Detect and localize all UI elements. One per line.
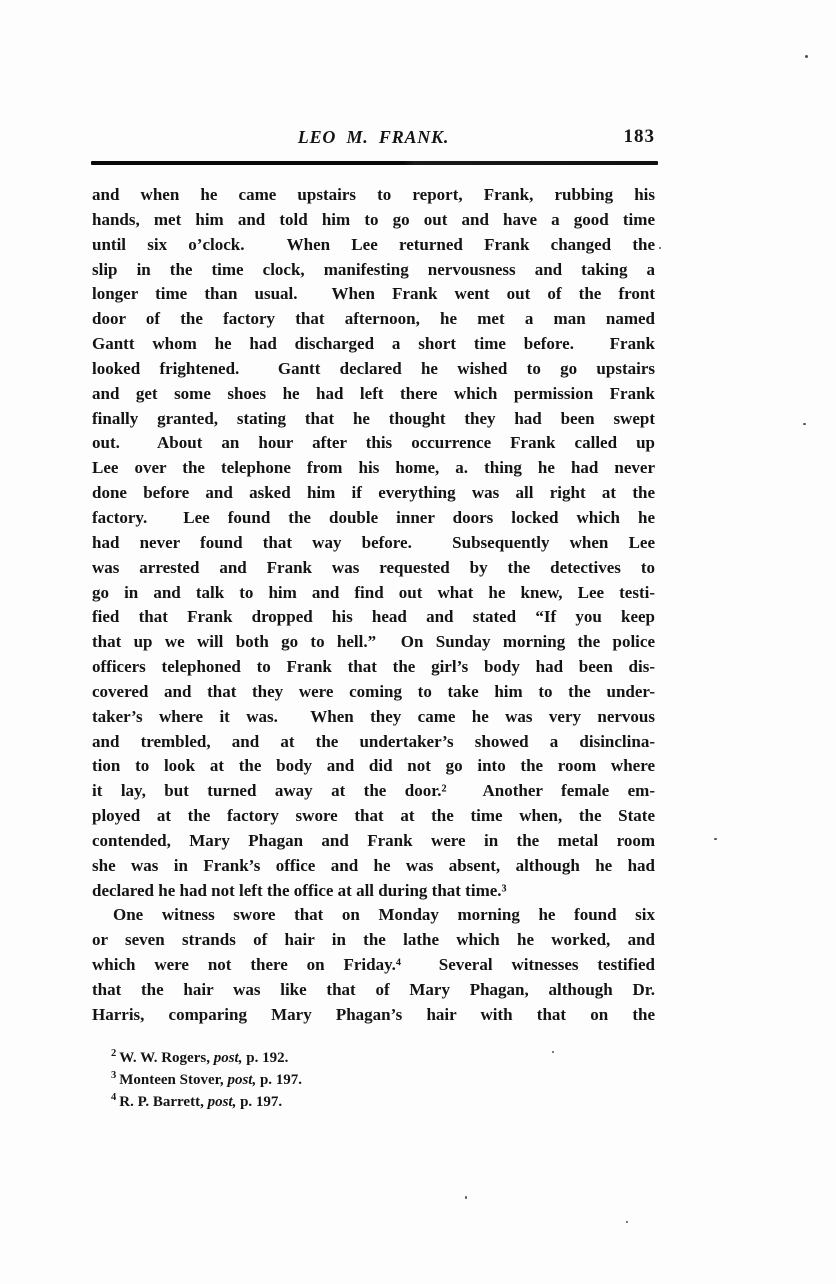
text-line: that up we will both go to hell.” On Sunday morning the police: [92, 632, 655, 652]
text-line: longer time than usual. When Frank went out of the front: [92, 284, 655, 304]
running-title: LEO M. FRANK.: [297, 127, 450, 147]
scan-speck: [465, 1196, 467, 1199]
text-line: covered and that they were coming to take him to the under-: [92, 681, 655, 701]
text-line: done before and asked him if everything was all right at the: [92, 483, 655, 503]
footnote: $^3$ Monteen Stover, post, p. 197.: [111, 1070, 303, 1088]
text-line: tion to look at the body and did not go into the room where: [92, 756, 655, 776]
header-rule: [91, 161, 658, 165]
text-line: slip in the time clock, manifesting nervousness and taking a: [92, 259, 655, 279]
text-line: Gantt whom he had discharged a short time before. Frank: [92, 334, 655, 354]
text-line: it lay, but turned away at the door.² Another female em-: [92, 781, 655, 801]
text-line: and get some shoes he had left there which permission Frank: [92, 383, 655, 403]
text-line: ployed at the factory swore that at the time when, the State: [92, 806, 655, 826]
scan-speck: [714, 838, 717, 840]
text-line: taker’s where it was. When they came he was very nervous: [92, 706, 655, 726]
text-line: which were not there on Friday.⁴ Several witnesses testified: [92, 955, 655, 975]
text-line: contended, Mary Phagan and Frank were in the metal room: [92, 830, 655, 850]
text-line: fied that Frank dropped his head and stated “If you keep: [92, 607, 655, 627]
footnote: $^4$ R. P. Barrett, post, p. 197.: [111, 1092, 283, 1110]
text-line: was arrested and Frank was requested by the detectives to: [92, 557, 655, 577]
scan-speck: [659, 247, 661, 249]
page-number: 183: [623, 126, 655, 147]
text-line: until six o’clock. When Lee returned Frank changed the: [92, 234, 655, 254]
footnote-marker: 3: [111, 1070, 117, 1081]
text-line: declared he had not left the office at all during that time.³: [92, 880, 507, 900]
text-line: and when he came upstairs to report, Frank, rubbing his: [92, 185, 655, 204]
scan-speck: [805, 55, 808, 58]
footnotes: [92, 1047, 655, 1113]
text-line: Harris, comparing Mary Phagan’s hair with that on the: [92, 1004, 655, 1024]
text-line: officers telephoned to Frank that the girl’s body had been dis-: [92, 657, 655, 677]
text-line: that the hair was like that of Mary Phagan, although Dr.: [92, 980, 655, 999]
text-line: One witness swore that on Monday morning he found six: [113, 905, 655, 925]
text-line: finally granted, stating that he thought they had been swept: [92, 408, 655, 428]
scan-speck: [552, 1051, 554, 1053]
text-line: go in and talk to him and find out what he knew, Lee testi-: [92, 582, 655, 602]
text-line: door of the factory that afternoon, he met a man named: [92, 309, 655, 329]
footnote: $^2$ W. W. Rogers, post, p. 192.: [111, 1048, 289, 1066]
text-line: she was in Frank’s office and he was absent, although he had: [92, 855, 655, 875]
text-line: hands, met him and told him to go out and have a good time: [92, 209, 655, 229]
page-header: [92, 127, 655, 157]
footnote-citation-italic: post,: [213, 1050, 243, 1066]
text-line: Lee over the telephone from his home, a. thing he had never: [92, 458, 655, 478]
scan-speck: [626, 1221, 628, 1223]
footnote-citation-italic: post,: [227, 1072, 257, 1088]
text-line: or seven strands of hair in the lathe which he worked, and: [92, 930, 655, 950]
text-line: and trembled, and at the undertaker’s showed a disinclina-: [92, 731, 655, 751]
text-line: had never found that way before. Subsequently when Lee: [92, 532, 655, 552]
text-line: looked frightened. Gantt declared he wished to go upstairs: [92, 358, 655, 378]
text-line: factory. Lee found the double inner doors locked which he: [92, 507, 655, 527]
footnote-marker: 4: [111, 1092, 117, 1103]
footnote-marker: 2: [111, 1048, 117, 1059]
footnote-citation-italic: post,: [207, 1094, 237, 1110]
body-text: [92, 183, 655, 1028]
text-line: out. About an hour after this occurrence Frank called up: [92, 433, 655, 453]
scan-speck: [803, 423, 806, 425]
